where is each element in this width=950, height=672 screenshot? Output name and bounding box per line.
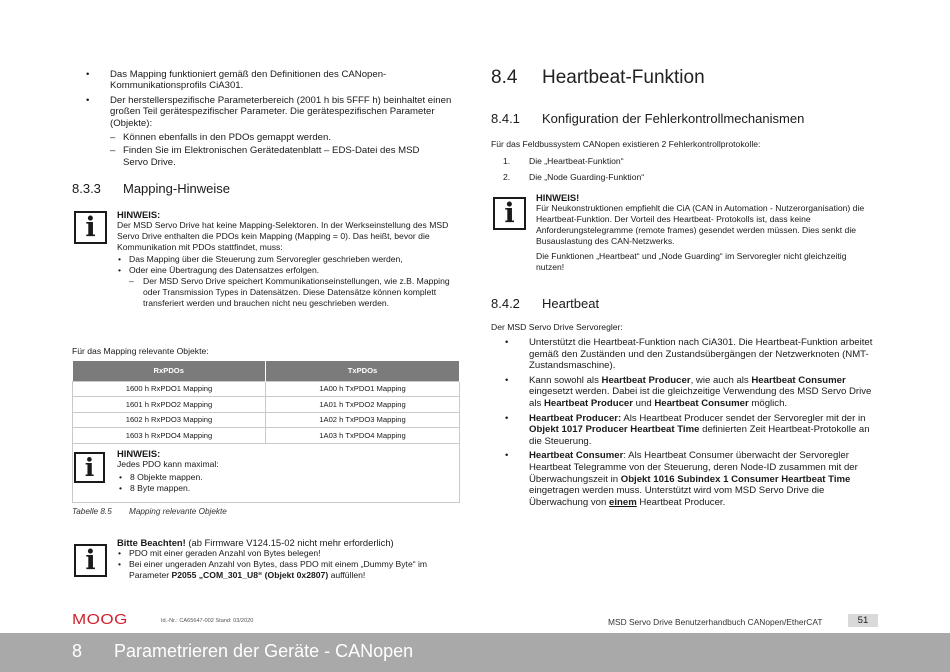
info-icon: i [74,211,107,244]
bullet-icon: • [119,483,123,493]
list-item: 2. Die „Node Guarding-Funktion“ [503,172,645,182]
table-cell: 1603 h RxPDO4 Mapping [73,428,266,444]
table-row [73,397,460,413]
info-icon: i [493,197,526,230]
bullet-icon: • [118,548,122,558]
table-header-row [73,361,460,381]
bullet-icon: • [505,374,509,386]
list-item: • Kann sowohl als Heartbeat Producer, wie auch als Heartbeat Consumer eingesetzt werden. Dabei ist die gleichzeitige Verwendung des MSD Servo Drive als Heartbeat Producer und Heartbeat Consumer möglich. [505,374,872,409]
bullet-icon: • [119,472,123,482]
chapter-heading-8-4: 8.4 Heartbeat-Funktion [491,67,705,88]
moog-logo: MOOG [72,611,128,628]
intro-list [72,69,462,168]
dash-icon: – [110,132,116,144]
note-firmware: Bitte Beachten! (ab Firmware V124.15-02 nicht mehr erforderlich) • PDO mit einer geraden Anzahl von Bytes belegen! • Bei einer ungeraden Anzahl von Bytes, dass PDO mit einem „Dummy Byte“ im Parameter P2055 „COM_301_U8“ (Objekt 0x2807) auffüllen! [117,537,462,581]
list-item: • Heartbeat Producer: Als Heartbeat Producer sendet der Servoregler mit der in Objekt 1017 Producer Heartbeat Time definierten Zeit Heartbeat-Protokolle an die Steuerung. [505,412,870,447]
info-icon: i [74,544,107,577]
dash-icon: – [110,145,116,157]
table-row [73,381,460,397]
list-item: • Das Mapping funktioniert gemäß den Definitionen des CANopen-Kommunikationsprofils CiA301. [86,69,387,92]
table-cell: 1602 h RxPDO3 Mapping [73,412,266,428]
bullet-icon: • [505,450,509,462]
list-item: – Finden Sie im Elektronischen Gerätedatenblatt – EDS-Datei des MSD Servo Drive. [110,145,420,168]
table-row [73,428,460,444]
list-item: • 8 Objekte mappen. [119,472,203,482]
list-item: • 8 Byte mappen. [119,483,191,493]
list-item: – Der MSD Servo Drive speichert Kommunikationseinstellungen, wie z.B. Mapping oder Transmission Types in Datensätzen. Diese Datensätze können komplett transferiert werden und brauchen nicht neu geschrieben werden. [129,276,450,308]
bullet-icon: • [86,94,90,106]
bullet-icon: • [118,254,122,264]
dash-icon: – [129,276,134,286]
error-control-list [503,156,803,183]
info-icon: i [74,452,105,483]
column-header-rxpdos: RxPDOs [73,361,266,381]
section-heading-8-4-1: 8.4.1 Konfiguration der Fehlerkontrollmechanismen [491,111,805,126]
list-item: • Oder eine Übertragung des Datensatzes erfolgen. [118,265,320,275]
list-item: • Der herstellerspezifische Parameterbereich (2001 h bis 5FFF h) beinhaltet einen großen Teil gerätespezifischer Parameter. Die gerätespezifischen Parameter (Objekte): [86,94,452,129]
list-item: • Bei einer ungeraden Anzahl von Bytes, dass PDO mit einem „Dummy Byte“ im Parameter P2055 „COM_301_U8“ (Objekt 0x2807) auffüllen! [118,559,428,580]
table-intro: Für das Mapping relevante Objekte: [72,346,209,356]
note-pdo-max: HINWEIS: Jedes PDO kann maximal: • 8 Objekte mappen. • 8 Byte mappen. [117,448,447,494]
table-cell: 1A02 h TxPDO3 Mapping [266,412,460,428]
section-heading-8-3-3: 8.3.3 Mapping-Hinweise [72,181,230,196]
list-item: • Das Mapping über die Steuerung zum Servoregler geschrieben werden, [118,254,403,264]
note-mapping-hints: HINWEIS: Der MSD Servo Drive hat keine Mapping-Selektoren. In der Werkseinstellung des MSD Servo Drive enthalten die PDOs kein Mapping (Mapping = 0). Das heißt, bevor die Kommunikation mit PDOs stattfindet, muss: • Das Mapping über die Steuerung zum Servoregler geschrieben werden, • Oder eine Übertragung des Datensatzes erfolgen. – Der MSD Servo Drive speichert Kommunikationseinstellungen, wie z.B. Mapping oder Transmission Types in Datensätzen. Diese Datensätze können komplett transferiert werden und brauchen nicht neu geschrieben werden. [117,209,455,309]
bullet-icon: • [505,337,509,348]
footer-chapter-number: 8 [72,641,83,661]
bullet-icon: • [118,559,122,569]
table-cell: 1600 h RxPDO1 Mapping [73,381,266,397]
document-id: Id.-Nr.: CA65647-002 Stand: 03/2020 [161,618,254,624]
sub1-intro: Für das Feldbussystem CANopen existieren 2 Fehlerkontrollprotokolle: [491,139,761,149]
list-item: • Unterstützt die Heartbeat-Funktion nach CiA301. Die Heartbeat-Funktion arbeitet gemäß den Zuständen und den Zustandsübergängen der Netzwerknoten (NMT-Zustandsmaschine). [505,337,873,372]
heartbeat-list [491,337,879,508]
table-caption: Tabelle 8.5 Mapping relevante Objekte [72,507,227,516]
page-number: 51 [848,614,878,627]
bullet-icon: • [505,412,509,424]
table-cell: 1A01 h TxPDO2 Mapping [266,397,460,413]
table-cell: 1601 h RxPDO2 Mapping [73,397,266,413]
list-item: – Können ebenfalls in den PDOs gemappt werden. [110,132,331,144]
list-item: • PDO mit einer geraden Anzahl von Bytes belegen! [118,548,321,558]
section-heading-8-4-2: 8.4.2 Heartbeat [491,296,600,311]
bullet-icon: • [86,69,90,80]
note-heartbeat: HINWEIS! Für Neukonstruktionen empfiehlt die CiA (CAN in Automation - Nutzerorganisation) die Heartbeat-Funktion. Der Vorteil des Heartbeat- Protokolls ist, dass keine Anforderungstelegramme (remote frames) gesendet werden müssen. Dies senkt die Busauslastung des CAN-Netzwerks. Die Funktionen „Heartbeat“ und „Node Guarding“ im Servoregler nicht gleichzeitig nutzen! [536,192,865,272]
mapping-table [72,361,460,444]
column-header-txpdos: TxPDOs [266,361,460,381]
table-row [73,412,460,428]
sub2-intro: Der MSD Servo Drive Servoregler: [491,322,623,332]
list-item: • Heartbeat Consumer: Als Heartbeat Consumer überwacht der Servoregler Heartbeat Telegramme von der Steuerung, deren Node-ID zusammen mit der Überwachungszeit in Objekt 1016 Subindex 1 Consumer Heartbeat Time eingetragen werden muss. Unterstützt wird vom MSD Servo Drive die Überwachung von einem Heartbeat Producer. [505,450,858,508]
list-item: 1. Die „Heartbeat-Funktion“ [503,156,624,166]
manual-title: MSD Servo Drive Benutzerhandbuch CANopen/EtherCAT [608,617,823,627]
table-cell: 1A00 h TxPDO1 Mapping [266,381,460,397]
bullet-icon: • [118,265,122,275]
table-cell: 1A03 h TxPDO4 Mapping [266,428,460,444]
footer-chapter-title: Parametrieren der Geräte - CANopen [114,641,414,661]
